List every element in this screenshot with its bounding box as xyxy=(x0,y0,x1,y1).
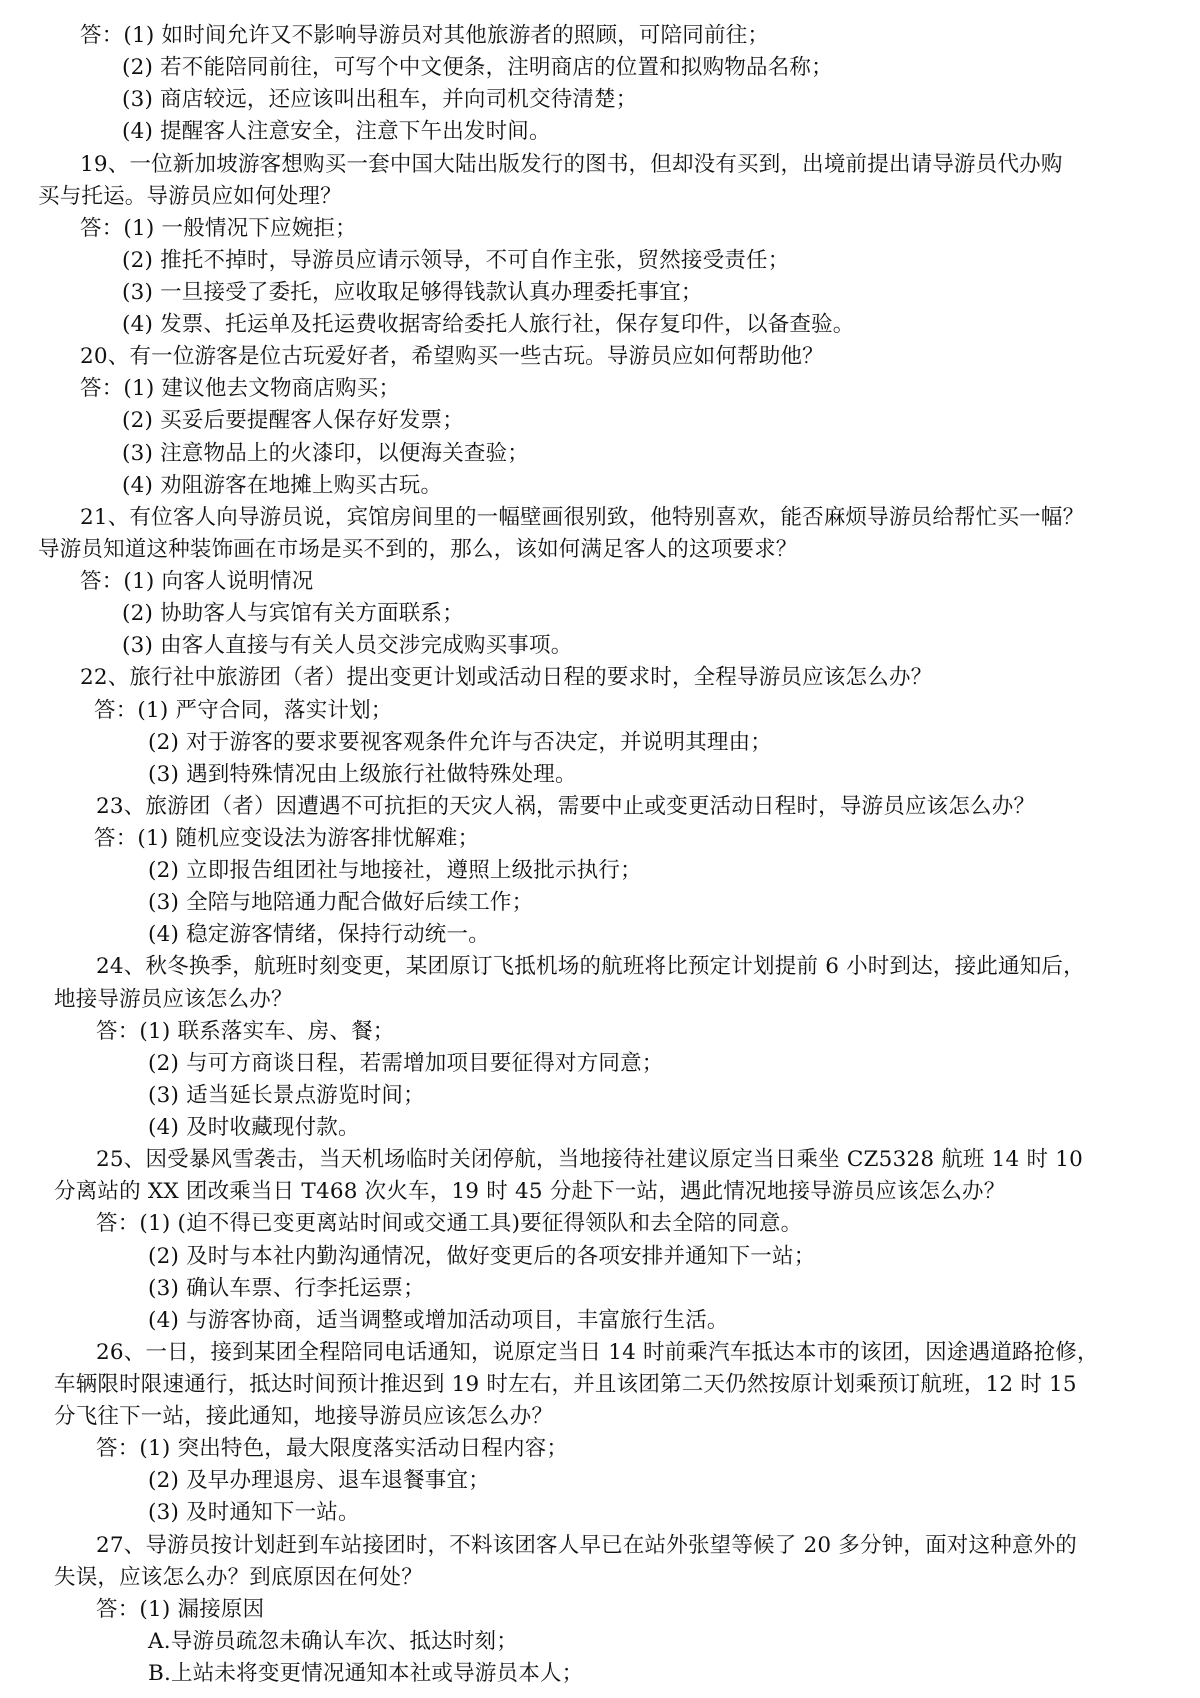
answer-text: (2) 推托不掉时，导游员应请示领导，不可自作主张，贸然接受责任； xyxy=(122,247,790,273)
question-text: 23、旅游团（者）因遭遇不可抗拒的天灾人祸，需要中止或变更活动日程时，导游员应该怎么办？ xyxy=(96,793,1036,819)
answer-text: 答：(1) 随机应变设法为游客排忧解难； xyxy=(94,825,480,851)
question-text: 车辆限时限速通行，抵达时间预计推迟到 19 时左右，并且该团第二天仍然按原计划乘预订航班，12 时 15 xyxy=(54,1371,1077,1397)
question-text: 24、秋冬换季，航班时刻变更，某团原订飞抵机场的航班将比预定计划提前 6 小时到达，接此通知后， xyxy=(96,954,1085,980)
answer-text: (3) 及时通知下一站。 xyxy=(148,1500,360,1526)
question-text: 25、因受暴风雪袭击，当天机场临时关闭停航，当地接待社建议原定当日乘坐 CZ5328 航班 14 时 10 xyxy=(96,1147,1083,1173)
answer-text: (2) 与可方商谈日程，若需增加项目要征得对方同意； xyxy=(148,1050,664,1076)
answer-text: (2) 立即报告组团社与地接社，遵照上级批示执行； xyxy=(148,858,642,884)
answer-text: (3) 由客人直接与有关人员交涉完成购买事项。 xyxy=(122,633,573,659)
answer-text: (2) 及早办理退房、退车退餐事宜； xyxy=(148,1468,490,1494)
answer-text: 答：(1) (迫不得已变更离站时间或交通工具)要征得领队和去全陪的同意。 xyxy=(96,1211,803,1237)
answer-text: (3) 适当延长景点游览时间； xyxy=(148,1082,425,1108)
text-line: (2) 若不能陪同前往，可写个中文便条，注明商店的位置和拟购物品名称； xyxy=(122,55,833,81)
answer-text: (2) 及时与本社内勤沟通情况，做好变更后的各项安排并通知下一站； xyxy=(148,1243,816,1269)
answer-text: A.导游员疏忽未确认车次、抵达时刻； xyxy=(148,1628,518,1654)
question-text: 27、导游员按计划赶到车站接团时，不料该团客人早已在站外张望等候了 20 多分钟，面对这种意外的 xyxy=(96,1532,1077,1558)
answer-text: (3) 全陪与地陪通力配合做好后续工作； xyxy=(148,890,534,916)
answer-text: (2) 买妥后要提醒客人保存好发票； xyxy=(122,408,464,434)
question-text: 19、一位新加坡游客想购买一套中国大陆出版发行的图书，但却没有买到，出境前提出请导游员代办购 xyxy=(80,151,1063,177)
answer-text: 答：(1) 严守合同，落实计划； xyxy=(94,697,393,723)
question-text: 20、有一位游客是位古玩爱好者，希望购买一些古玩。导游员应如何帮助他？ xyxy=(80,344,824,370)
question-text: 失误，应该怎么办？到底原因在何处？ xyxy=(54,1564,423,1590)
answer-text: (4) 劝阻游客在地摊上购买古玩。 xyxy=(122,472,443,498)
answer-text: (3) 遇到特殊情况由上级旅行社做特殊处理。 xyxy=(148,761,577,787)
answer-text: (2) 协助客人与宾馆有关方面联系； xyxy=(122,601,464,627)
answer-text: (4) 发票、托运单及托运费收据寄给委托人旅行社，保存复印件，以备查验。 xyxy=(122,312,855,338)
answer-text: (2) 对于游客的要求要视客观条件允许与否决定，并说明其理由； xyxy=(148,729,772,755)
answer-text: 答：(1) 建议他去文物商店购买； xyxy=(80,376,401,402)
answer-text: B.上站未将变更情况通知本社或导游员本人； xyxy=(148,1661,584,1686)
answer-text: (4) 及时收藏现付款。 xyxy=(148,1115,360,1140)
answer-text: 答：(1) 漏接原因 xyxy=(96,1596,265,1622)
answer-text: 答：(1) 突出特色，最大限度落实活动日程内容； xyxy=(96,1436,569,1462)
answer-text: (4) 稳定游客情绪，保持行动统一。 xyxy=(148,922,490,948)
answer-text: (3) 确认车票、行李托运票； xyxy=(148,1275,425,1301)
answer-text: 答：(1) 联系落实车、房、餐； xyxy=(96,1018,395,1044)
question-text: 22、旅行社中旅游团（者）提出变更计划或活动日程的要求时，全程导游员应该怎么办？ xyxy=(80,665,933,691)
question-text: 26、一日，接到某团全程陪同电话通知，说原定当日 14 时前乘汽车抵达本市的该团，因途遇道路抢修， xyxy=(96,1339,1099,1365)
answer-text: (3) 注意物品上的火漆印，以便海关查验； xyxy=(122,440,529,466)
answer-text: 答：(1) 向客人说明情况 xyxy=(80,569,314,594)
text-line: (4) 提醒客人注意安全，注意下午出发时间。 xyxy=(122,119,551,145)
question-text: 导游员知道这种装饰画在市场是买不到的，那么，该如何满足客人的这项要求？ xyxy=(38,536,798,562)
question-text: 分飞往下一站，接此通知，地接导游员应该怎么办？ xyxy=(54,1404,554,1430)
question-text: 地接导游员应该怎么办？ xyxy=(54,986,293,1012)
question-text: 分离站的 XX 团改乘当日 T468 次火车，19 时 45 分赴下一站，遇此情况地接导游员应该怎么办？ xyxy=(54,1179,1006,1205)
text-line: 答：(1) 如时间允许又不影响导游员对其他旅游者的照顾，可陪同前往； xyxy=(80,23,770,48)
answer-text: (4) 与游客协商，适当调整或增加活动项目，丰富旅行生活。 xyxy=(148,1307,729,1333)
text-line: (3) 商店较远，还应该叫出租车，并向司机交待清楚； xyxy=(122,87,638,113)
answer-text: 答：(1) 一般情况下应婉拒； xyxy=(80,215,357,241)
question-text: 21、有位客人向导游员说，宾馆房间里的一幅壁画很别致，他特别喜欢，能否麻烦导游员给帮忙买一幅？ xyxy=(80,504,1085,530)
answer-text: (3) 一旦接受了委托，应收取足够得钱款认真办理委托事宜； xyxy=(122,279,703,305)
question-text: 买与托运。导游员应如何处理？ xyxy=(38,183,342,209)
